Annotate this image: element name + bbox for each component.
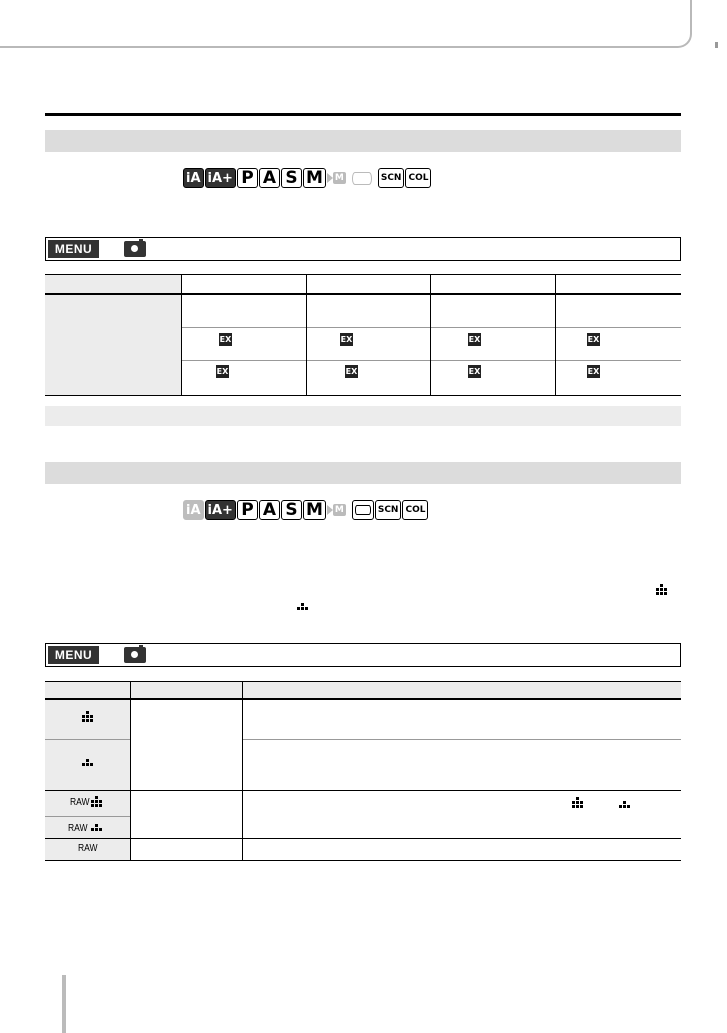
- section1-title-band: [45, 130, 681, 152]
- table1-col-line: [306, 274, 307, 395]
- page-margin-bar: [62, 975, 66, 1033]
- section2-menu-path: [45, 643, 681, 667]
- frame-mark: [715, 42, 718, 48]
- camera-icon: [124, 647, 146, 663]
- menu-icon: MENU: [48, 240, 99, 258]
- heading-rule: [45, 113, 681, 116]
- page-top-frame: [0, 0, 692, 48]
- table1-row-line: [181, 327, 681, 328]
- table2-row-line: [45, 816, 130, 817]
- table2-row-line: [45, 838, 681, 839]
- fine-quality-icon: [570, 797, 586, 811]
- extended-zoom-icon: EX: [468, 367, 481, 376]
- extended-zoom-icon: EX: [587, 335, 600, 344]
- raw-fine-quality-icon: [90, 796, 104, 808]
- section1-menu-path: [45, 237, 681, 261]
- standard-quality-icon: [617, 801, 633, 811]
- intelligent-auto-icon: iA: [183, 500, 204, 520]
- standard-quality-icon: [79, 759, 97, 771]
- fine-quality-icon: [654, 584, 670, 598]
- section2-title-band: [45, 462, 681, 484]
- menu-icon: MENU: [48, 646, 99, 664]
- table2-top-line: [45, 681, 681, 682]
- table2-header-row: [45, 681, 681, 699]
- section1-mode-icons: [183, 167, 431, 189]
- scene-icon: SCN: [378, 168, 405, 188]
- table2-row-line: [242, 739, 681, 740]
- table2-row-line: [45, 790, 681, 791]
- panorama-icon: [352, 500, 374, 520]
- table2-col-line: [242, 681, 243, 860]
- camera-icon: [124, 241, 146, 257]
- table1-col-line: [181, 274, 182, 395]
- table1-top-line: [45, 274, 681, 275]
- table2-col-line: [130, 681, 131, 860]
- standard-quality-icon: [296, 603, 310, 613]
- creative-video-icon: M: [327, 168, 346, 188]
- mode-s-icon: S: [281, 500, 302, 520]
- extended-zoom-icon: EX: [216, 367, 229, 376]
- mode-a-icon: A: [259, 500, 280, 520]
- intelligent-auto-plus-icon: iA+: [205, 168, 236, 188]
- intelligent-auto-icon: iA: [183, 168, 204, 188]
- mode-m-icon: M: [303, 500, 326, 520]
- table2-bottom-line: [45, 860, 681, 861]
- table2-row-line: [45, 739, 130, 740]
- table1-row-header: [45, 295, 181, 395]
- extended-zoom-icon: EX: [345, 367, 358, 376]
- extended-zoom-icon: EX: [340, 335, 353, 344]
- scene-icon: SCN: [375, 500, 402, 520]
- raw-standard-quality-icon: [90, 824, 104, 833]
- fine-quality-icon: [79, 711, 97, 726]
- mode-s-icon: S: [281, 168, 302, 188]
- raw-label: RAW: [68, 823, 88, 834]
- extended-zoom-icon: EX: [219, 335, 232, 344]
- panorama-icon: [352, 172, 372, 185]
- raw-label: RAW: [70, 797, 90, 808]
- section2-mode-icons: [183, 499, 428, 521]
- creative-control-icon: COL: [402, 500, 428, 520]
- mode-a-icon: A: [259, 168, 280, 188]
- intelligent-auto-plus-icon: iA+: [205, 500, 236, 520]
- mode-m-icon: M: [303, 168, 326, 188]
- table1-col-line: [430, 274, 431, 395]
- section1-note-band: [45, 406, 681, 426]
- table1-header-cell: [45, 274, 181, 294]
- mode-p-icon: P: [237, 500, 258, 520]
- table1-col-line: [555, 274, 556, 395]
- mode-p-icon: P: [237, 168, 258, 188]
- table1-row-line: [181, 360, 681, 361]
- creative-control-icon: COL: [405, 168, 431, 188]
- extended-zoom-icon: EX: [468, 335, 481, 344]
- extended-zoom-icon: EX: [587, 367, 600, 376]
- table2-header-line: [45, 698, 681, 700]
- creative-video-icon: M: [327, 500, 346, 520]
- raw-label: RAW: [78, 843, 98, 854]
- table1-bottom-line: [45, 395, 681, 396]
